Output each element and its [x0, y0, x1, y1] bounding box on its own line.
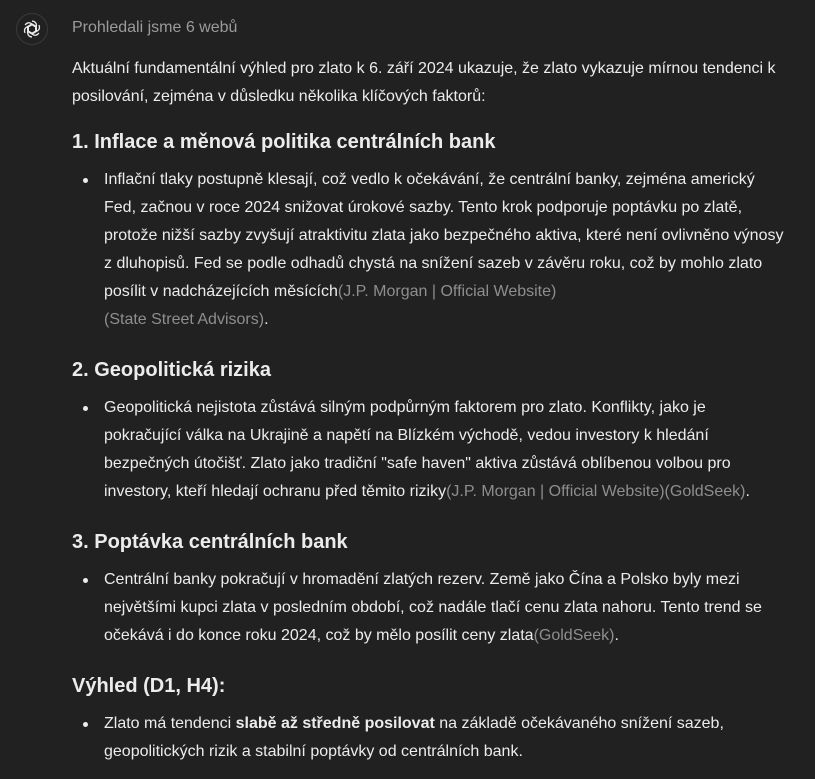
citation-link-jp-morgan[interactable]: (J.P. Morgan | Official Website)	[337, 283, 557, 300]
outlook-text-post: na základě očekávaného snížení sazeb, geopolitických rizik a stabilní poptávky od centrálních bank.	[104, 715, 724, 760]
list-item	[72, 394, 784, 506]
assistant-avatar-openai-logo-icon	[16, 13, 48, 45]
citation-link-goldseek[interactable]: (GoldSeek)	[533, 627, 615, 644]
section-heading-geopolitics: 2. Geopolitická rizika	[72, 359, 271, 381]
list-item	[72, 166, 784, 334]
section-heading-inflation: 1. Inflace a měnová politika centrálních bank	[72, 131, 496, 153]
outlook-list	[72, 710, 784, 766]
list-item	[72, 710, 784, 766]
section-list-central-banks	[72, 566, 784, 650]
section-list-inflation	[72, 166, 784, 334]
section-list-geopolitics	[72, 394, 784, 506]
section-heading-central-banks: 3. Poptávka centrálních bank	[72, 531, 348, 553]
citation-link-goldseek[interactable]: (GoldSeek)	[664, 483, 746, 500]
citation-link-jp-morgan[interactable]: (J.P. Morgan | Official Website)	[446, 483, 665, 500]
bullet-end: .	[614, 627, 619, 644]
bullet-text: Geopolitická nejistota zůstává silným podpůrným faktorem pro zlato. Konflikty, jako je pokračující válka na Ukrajině a napětí na Blízkém východě, vedou investory k hledání bezpečných útočišť. Zlato jako tradiční "safe haven" aktiva zůstává oblíbenou volbou pro investory, kteří hledají ochranu před těmito riziky	[104, 399, 731, 500]
citation-link-state-street[interactable]: (State Street Advisors)	[104, 311, 265, 328]
outlook-text-bold: slabě až středně posilovat	[235, 715, 435, 732]
bullet-text: Centrální banky pokračují v hromadění zlatých rezerv. Země jako Čína a Polsko byly mezi největšími kupci zlata v posledním období, což nadále tlačí cenu zlata nahoru. Tento trend se očekává i do konce roku 2024, což by mělo posílit ceny zlata	[104, 571, 762, 644]
intro-paragraph: Aktuální fundamentální výhled pro zlato k 6. září 2024 ukazuje, že zlato vykazuje mírnou tendenci k posilování, zejména v důsledku několika klíčových faktorů:	[72, 60, 776, 105]
bullet-end: .	[745, 483, 750, 500]
bullet-text: Inflační tlaky postupně klesají, což vedlo k očekávání, že centrální banky, zejména americký Fed, začnou v roce 2024 snižovat úrokové sazby. Tento krok podporuje poptávku po zlatě, protože nižší sazby zvyšují atraktivitu zlata jako bezpečného aktiva, které není ovlivněno výnosy z dluhopisů. Fed se podle odhadů chystá na snížení sazeb v závěru roku, což by mohlo zlato posílit v nadcházejících měsících	[104, 171, 784, 300]
bullet-end: .	[264, 311, 269, 328]
searched-sources-toggle[interactable]: Prohledali jsme 6 webů	[72, 19, 238, 36]
outlook-text-pre: Zlato má tendenci	[104, 715, 236, 732]
list-item	[72, 566, 784, 650]
outlook-heading: Výhled (D1, H4):	[72, 675, 226, 697]
